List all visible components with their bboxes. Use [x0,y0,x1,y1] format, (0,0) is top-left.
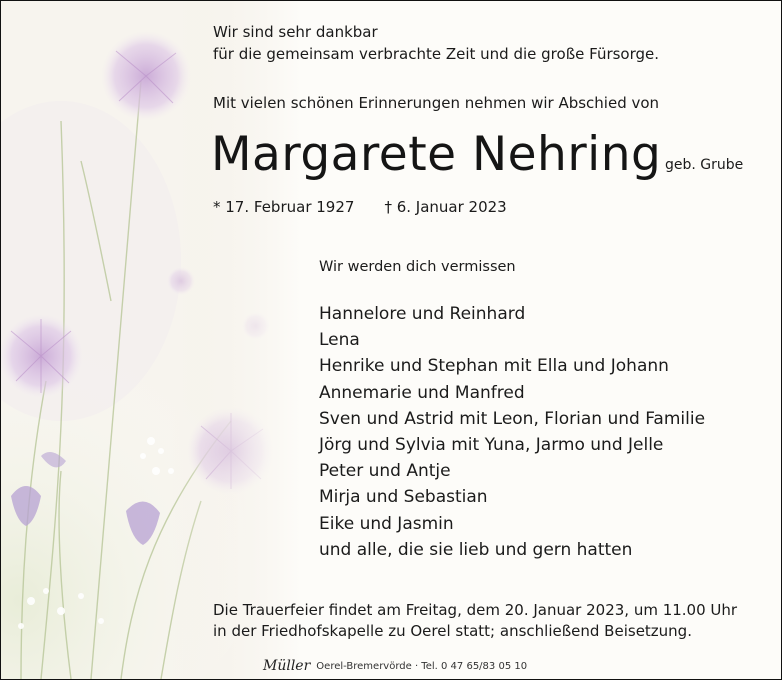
service-line: in der Friedhofskapelle zu Oerel statt; anschließend Beisetzung. [213,622,692,640]
family-member: Lena [319,330,360,351]
undertaker-logo: Müller [263,658,311,674]
birth-date: * 17. Februar 1927 [213,198,355,216]
family-member: und alle, die sie lieb und gern hatten [319,539,633,560]
family-list [319,301,705,563]
gratitude-text [213,21,659,65]
family-member: Jörg und Sylvia mit Yuna, Jarmo und Jelle [319,435,664,456]
deceased-name: Margarete Nehring [211,127,662,182]
death-date: † 6. Januar 2023 [384,198,507,216]
life-dates [213,198,507,216]
family-member: Mirja und Sebastian [319,487,488,508]
service-line: Die Trauerfeier findet am Freitag, dem 20. Januar 2023, um 11.00 Uhr [213,601,738,619]
family-member: Peter und Antje [319,461,451,482]
farewell-leadin: Mit vielen schönen Erinnerungen nehmen wir Abschied von [213,94,660,112]
family-member: Eike und Jasmin [319,513,454,534]
family-member: Annemarie und Manfred [319,382,525,403]
undertaker-contact: Oerel-Bremervörde · Tel. 0 47 65/83 05 10 [316,660,528,672]
gratitude-line: für die gemeinsam verbrachte Zeit und die große Fürsorge. [213,45,660,63]
undertaker-footer [263,658,527,674]
gratitude-line: Wir sind sehr dankbar [213,23,378,41]
family-member: Sven und Astrid mit Leon, Florian und Familie [319,408,706,429]
family-member: Henrike und Stephan mit Ella und Johann [319,356,669,377]
family-member: Hannelore und Reinhard [319,304,526,324]
maiden-name: geb. Grube [665,157,744,173]
miss-you-text: Wir werden dich vermissen [319,259,516,275]
funeral-service-info [213,600,737,642]
